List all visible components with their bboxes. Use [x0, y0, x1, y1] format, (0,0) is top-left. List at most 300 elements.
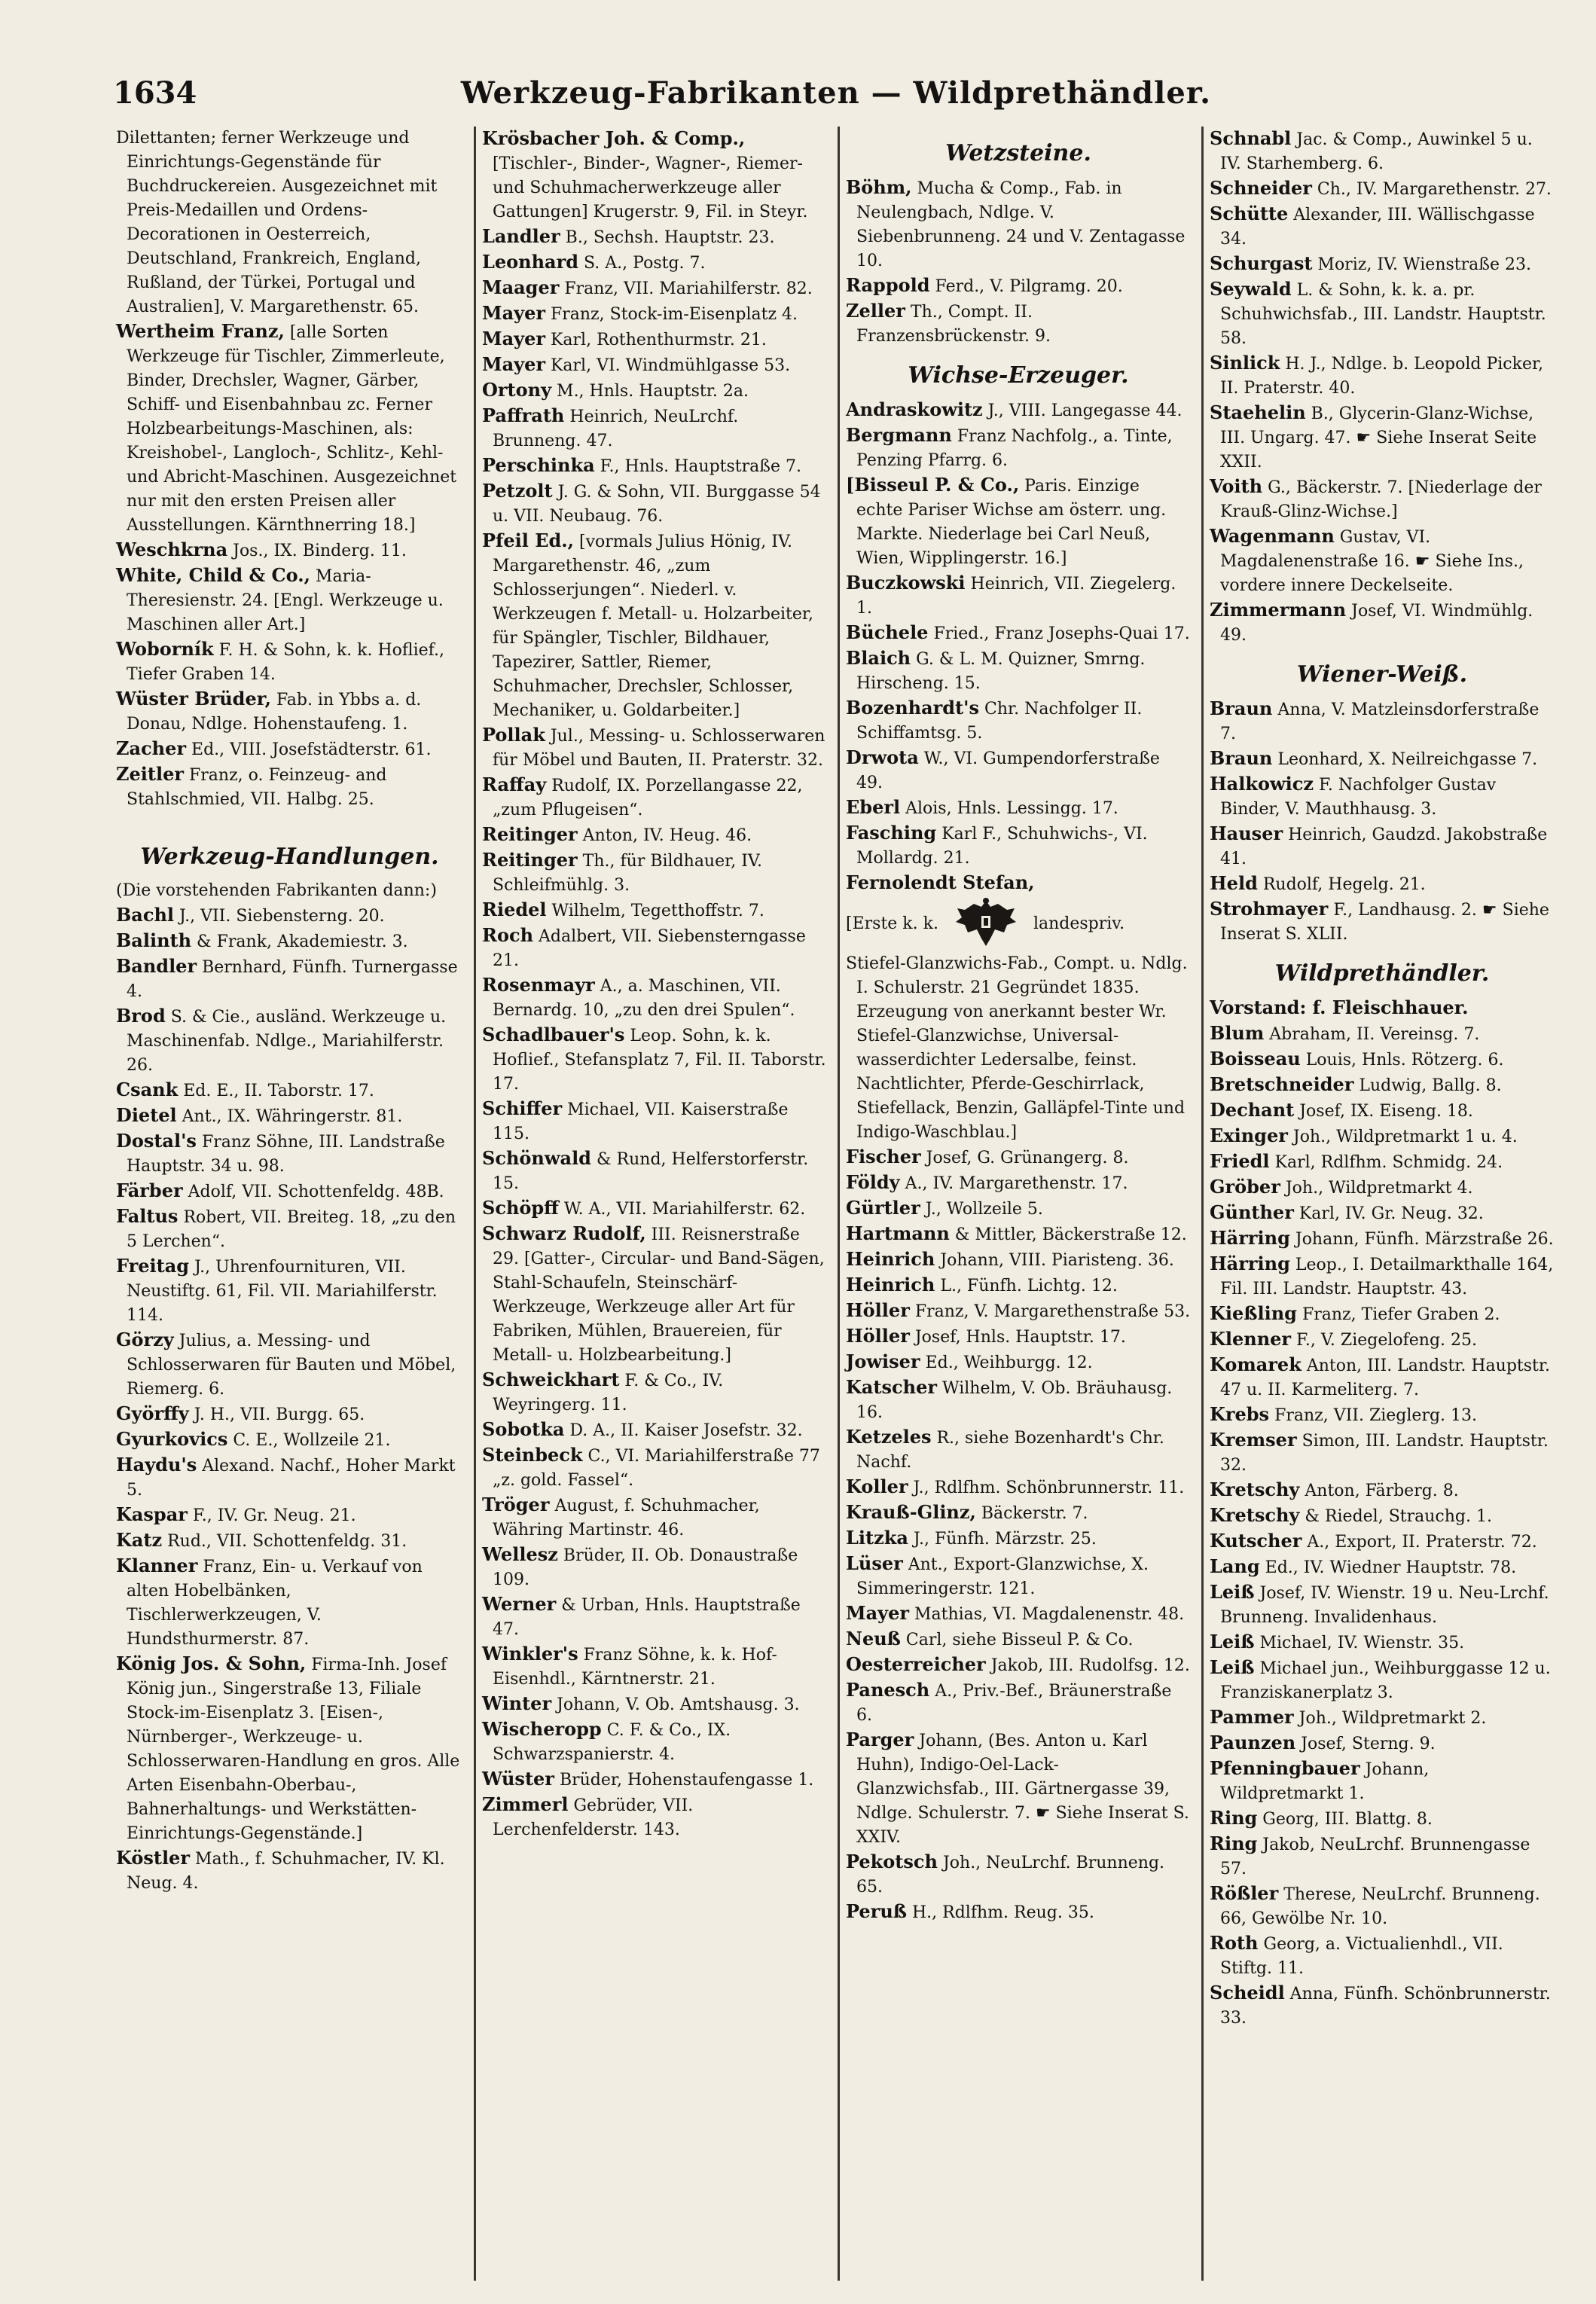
directory-entry — [1210, 524, 1555, 598]
entry-details: Karl, Rothenthurmstr. 21. — [545, 331, 767, 349]
directory-entry — [846, 299, 1191, 349]
directory-entry — [1210, 746, 1555, 772]
directory-entry — [116, 1179, 463, 1204]
entry-details: H. J., Ndlge. b. Leopold Picker, II. Praterstr. 40. — [1220, 355, 1544, 398]
entry-details: R., siehe Bozenhardt's Chr. Nachf. — [856, 1429, 1164, 1472]
entry-name: Sobotka — [482, 1418, 565, 1440]
entry-details: & Frank, Akademiestr. 3. — [191, 932, 408, 951]
entry-details: J., Uhrenfournituren, VII. Neustiftg. 61, Fil. VII. Mariahilferstr. 114. — [127, 1258, 438, 1325]
entry-name: [Bisseul P. & Co., — [846, 474, 1020, 496]
entry-name: Parger — [846, 1729, 914, 1750]
entry-name: Blum — [1210, 1022, 1265, 1044]
entry-name: Haydu's — [116, 1454, 197, 1475]
page-header — [113, 72, 1559, 117]
entry-name: Schöpff — [482, 1197, 559, 1219]
entry-name: Rößler — [1210, 1882, 1279, 1904]
section-note: (Die vorstehenden Fabrikanten dann:) — [116, 881, 437, 900]
entry-details: Leonhard, X. Neilreichgasse 7. — [1272, 750, 1538, 769]
entry-details: Karl, VI. Windmühlgasse 53. — [545, 356, 791, 375]
entry-details: Alois, Hnls. Lessingg. 17. — [900, 799, 1118, 818]
directory-entry — [846, 423, 1191, 473]
entry-details: Leop. Sohn, k. k. Hoflief., Stefansplatz 7, Fil. II. Taborstr. 17. — [493, 1027, 826, 1094]
directory-entry — [116, 1004, 463, 1078]
advert-name — [846, 871, 1191, 896]
entry-details: F. H. & Sohn, k. k. Hoflief., Tiefer Graben 14. — [127, 641, 444, 684]
directory-entry — [1210, 1047, 1555, 1073]
directory-entry — [116, 319, 463, 538]
directory-entry — [482, 723, 827, 773]
directory-entry — [482, 1493, 827, 1543]
directory-entry — [846, 1652, 1191, 1678]
entry-name: Bergmann — [846, 424, 952, 446]
column-3 — [838, 127, 1197, 2281]
directory-entry — [482, 1222, 827, 1368]
entry-details: B., Sechsh. Hauptstr. 23. — [560, 228, 775, 247]
entry-name: Steinbeck — [482, 1444, 583, 1466]
entry-details: J., VII. Siebensterng. 20. — [174, 907, 385, 926]
entry-details: Josef, IX. Eiseng. 18. — [1294, 1102, 1473, 1121]
entry-details: L., Fünfh. Lichtg. 12. — [935, 1277, 1118, 1295]
column-4 — [1201, 127, 1561, 2281]
entry-details: Josef, IV. Wienstr. 19 u. Neu-Lrchf. Brunneng. Invalidenhaus. — [1220, 1584, 1549, 1627]
entry-details: A., IV. Margarethenstr. 17. — [899, 1174, 1128, 1193]
entry-details: S. A., Postg. 7. — [578, 254, 706, 273]
directory-entry — [1210, 1555, 1555, 1580]
directory-entry — [1210, 1478, 1555, 1503]
entry-details: C., VI. Mariahilferstraße 77 „z. gold. Fassel“. — [493, 1447, 820, 1490]
directory-entry — [482, 1368, 827, 1417]
entry-details: Heinrich, Gaudzd. Jakobstraße 41. — [1220, 825, 1548, 868]
entry-name: Kaspar — [116, 1503, 188, 1525]
directory-entry — [846, 1196, 1191, 1222]
entry-details: J. G. & Sohn, VII. Burggasse 54 u. VII. Neubaug. 76. — [493, 483, 821, 526]
entry-name: Schiffer — [482, 1097, 563, 1119]
directory-entry — [1210, 277, 1555, 351]
entry-list — [116, 903, 463, 1896]
entry-name: Klenner — [1210, 1328, 1292, 1350]
directory-entry — [482, 1767, 827, 1793]
directory-entry — [116, 762, 463, 812]
entry-details: Franz, Stock-im-Eisenplatz 4. — [545, 305, 798, 324]
entry-details: Mathias, VI. Magdalenenstr. 48. — [908, 1605, 1185, 1624]
directory-entry — [846, 621, 1191, 646]
entry-name: Heinrich — [846, 1248, 935, 1270]
entry-name: Exinger — [1210, 1125, 1288, 1146]
entry-name: Zeller — [846, 300, 905, 322]
entry-name: Ring — [1210, 1833, 1258, 1854]
directory-entry — [1210, 1503, 1555, 1529]
directory-entry — [846, 1425, 1191, 1475]
entry-details: Joh., Wildpretmarkt 1 u. 4. — [1287, 1128, 1518, 1146]
entry-name: Sinlick — [1210, 352, 1280, 374]
directory-entry — [482, 404, 827, 453]
entry-details: G. & L. M. Quizner, Smrng. Hirscheng. 15. — [856, 650, 1146, 693]
directory-entry — [1210, 1529, 1555, 1555]
entry-name: Oesterreicher — [846, 1653, 986, 1675]
entry-details: H., Rdlfhm. Reug. 35. — [907, 1903, 1094, 1922]
entry-name: Koller — [846, 1475, 908, 1497]
entry-details: Anna, V. Matzleinsdorferstraße 7. — [1220, 700, 1540, 743]
entry-details: [alle Sorten Werkzeuge für Tischler, Zimmerleute, Binder, Drechsler, Wagner, Gärber, Schiff- und Eisenbahnbau zc. Ferner Holzbearbeitungs-Maschinen, als: Kreishobel-, Langloch-, Schlitz-, Kehl- und Abricht-Maschinen. Ausgezeichnet nur mit den ersten Preisen aller Ausstellungen. Kärnthnerring 18.] — [127, 323, 457, 535]
directory-entry — [1210, 1705, 1555, 1731]
directory-entry — [482, 773, 827, 822]
directory-entry — [482, 127, 827, 224]
entry-name: Neuß — [846, 1628, 901, 1649]
entry-name: Maager — [482, 276, 560, 298]
entry-name: Schadlbauer's — [482, 1024, 625, 1045]
entry-details: Ed., IV. Wiedner Hauptstr. 78. — [1259, 1558, 1517, 1577]
directory-entry — [116, 1103, 463, 1129]
entry-list — [846, 1145, 1191, 1925]
directory-entry — [1210, 1428, 1555, 1478]
entry-details: Johann, (Bes. Anton u. Karl Huhn), Indigo-Oel-Lack-Glanzwichsfab., III. Gärtnergasse 39, Ndlge. Schulerstr. 7. ☛ Siehe Inserat S. XXIV. — [856, 1732, 1189, 1847]
directory-entry — [1210, 871, 1555, 897]
directory-entry — [1210, 822, 1555, 871]
directory-entry — [1210, 252, 1555, 277]
directory-entry — [482, 1642, 827, 1692]
entry-name: Klanner — [116, 1555, 198, 1576]
entry-name: Heinrich — [846, 1274, 935, 1295]
directory-entry — [482, 1196, 827, 1222]
entry-name: Jowiser — [846, 1350, 920, 1372]
entry-name: Freitag — [116, 1255, 190, 1277]
entry-details: Johann, VIII. Piaristeng. 36. — [935, 1251, 1174, 1270]
entry-details: Louis, Hnls. Rötzerg. 6. — [1300, 1051, 1504, 1070]
entry-name: Petzolt — [482, 480, 553, 502]
directory-entry — [1210, 176, 1555, 202]
directory-entry — [482, 923, 827, 973]
directory-entry — [116, 563, 463, 637]
entry-details: Anton, IV. Heug. 46. — [577, 826, 752, 845]
directory-entry — [1210, 1353, 1555, 1402]
entry-name: Scheidl — [1210, 1982, 1285, 2003]
advert-post: landespriv. — [1033, 914, 1125, 933]
directory-entry — [116, 1254, 463, 1328]
entry-list — [846, 398, 1191, 871]
directory-entry — [846, 473, 1191, 571]
directory-entry — [846, 1324, 1191, 1350]
entry-name: Pammer — [1210, 1706, 1294, 1728]
entry-details: Rudolf, IX. Porzellangasse 22, „zum Pflugeisen“. — [493, 777, 803, 819]
entry-name: Kretschy — [1210, 1504, 1300, 1526]
entry-details: Joh., NeuLrchf. Brunneng. 65. — [856, 1854, 1165, 1897]
entry-name: Hartmann — [846, 1222, 950, 1244]
entry-details: Josef, VI. Windmühlg. 49. — [1220, 602, 1533, 645]
directory-entry — [1210, 401, 1555, 475]
entry-name: Höller — [846, 1299, 910, 1321]
directory-entry — [846, 1247, 1191, 1273]
entry-name: Woborník — [116, 638, 214, 660]
entry-details: Ed., Weihburgg. 12. — [920, 1353, 1093, 1372]
entry-name: Böhm, — [846, 176, 912, 198]
directory-entry — [846, 1170, 1191, 1196]
entry-name: Ketzeles — [846, 1426, 932, 1448]
entry-details: Franz Söhne, k. k. Hof-Eisenhdl., Kärntnerstr. 21. — [493, 1646, 777, 1689]
entry-name: Friedl — [1210, 1150, 1270, 1172]
entry-details: Johann, Fünfh. Märzstraße 26. — [1289, 1230, 1554, 1249]
entry-name: Hauser — [1210, 822, 1283, 844]
entry-details: Julius, a. Messing- und Schlosserwaren für Bauten und Möbel, Riemerg. 6. — [127, 1332, 456, 1399]
directory-entry — [1210, 1881, 1555, 1931]
entry-details: Jos., IX. Binderg. 11. — [227, 542, 407, 560]
entry-list — [116, 319, 463, 812]
entry-details: Johann, V. Ob. Amtshausg. 3. — [551, 1695, 800, 1714]
directory-entry — [1210, 1201, 1555, 1226]
directory-entry — [482, 1793, 827, 1842]
entry-name: Fischer — [846, 1146, 921, 1167]
directory-entry — [1210, 697, 1555, 746]
directory-entry — [1210, 1327, 1555, 1353]
section-heading: Wildprethändler. — [1274, 960, 1490, 987]
entry-list — [1210, 127, 1555, 648]
entry-details: Jakob, NeuLrchf. Brunnengasse 57. — [1220, 1836, 1530, 1878]
entry-details: Anna, Fünfh. Schönbrunnerstr. 33. — [1220, 1985, 1551, 2028]
entry-details: Heinrich, VII. Ziegelerg. 1. — [856, 575, 1176, 618]
directory-entry — [1210, 1656, 1555, 1705]
entry-details: Robert, VII. Breiteg. 18, „zu den 5 Lerchen“. — [127, 1208, 456, 1251]
directory-entry — [846, 1601, 1191, 1627]
entry-name: Gürtler — [846, 1197, 920, 1219]
directory-entry — [1210, 1175, 1555, 1201]
entry-name: Boisseau — [1210, 1048, 1301, 1070]
entry-name: Schwarz Rudolf, — [482, 1222, 646, 1244]
entry-name: Härring — [1210, 1227, 1290, 1249]
directory-entry — [482, 378, 827, 404]
directory-entry — [1210, 1098, 1555, 1124]
entry-details: & Mittler, Bäckerstraße 12. — [949, 1225, 1187, 1244]
entry-name: Gröber — [1210, 1176, 1280, 1198]
entry-name: Lüser — [846, 1552, 903, 1574]
entry-details: Josef, Sterng. 9. — [1295, 1735, 1436, 1753]
directory-entry — [1210, 1021, 1555, 1047]
entry-name: Lang — [1210, 1555, 1260, 1577]
directory-entry — [482, 898, 827, 923]
entry-name: Andraskowitz — [846, 398, 983, 420]
entry-name: Seywald — [1210, 278, 1292, 300]
directory-entry — [846, 795, 1191, 821]
entry-name: Voith — [1210, 475, 1263, 497]
entry-details: C. E., Wollzeile 21. — [227, 1431, 391, 1450]
entry-name: Zeitler — [116, 763, 185, 785]
entry-name: Komarek — [1210, 1353, 1302, 1375]
directory-entry — [1210, 996, 1555, 1021]
entry-name: Büchele — [846, 621, 929, 643]
entry-name: Halkowicz — [1210, 773, 1314, 795]
entry-name: Staehelin — [1210, 401, 1306, 423]
entry-name: Paunzen — [1210, 1732, 1296, 1753]
entry-details: Brüder, II. Ob. Donaustraße 109. — [493, 1546, 798, 1589]
directory-entry — [482, 453, 827, 479]
entry-name: Reitinger — [482, 823, 578, 845]
directory-entry — [1210, 1226, 1555, 1252]
directory-entry — [116, 1328, 463, 1402]
entry-name: Braun — [1210, 697, 1273, 719]
entry-details: J., Wollzeile 5. — [920, 1200, 1043, 1219]
entry-details: & Rund, Helferstorferstr. 15. — [493, 1150, 809, 1193]
entry-list — [1210, 697, 1555, 947]
entry-name: Schweickhart — [482, 1369, 620, 1390]
directory-entry — [1210, 1402, 1555, 1428]
entry-details: Th., Compt. II. Franzensbrückenstr. 9. — [856, 303, 1051, 346]
entry-details: Johann, Wildpretmarkt 1. — [1220, 1760, 1430, 1803]
entry-name: White, Child & Co., — [116, 564, 310, 586]
entry-name: Krebs — [1210, 1403, 1270, 1425]
entry-details: F., V. Ziegelofeng. 25. — [1291, 1331, 1478, 1350]
entry-details: Josef, Hnls. Hauptstr. 17. — [909, 1328, 1126, 1347]
entry-details: Karl, Rdlfhm. Schmidg. 24. — [1269, 1153, 1503, 1172]
directory-entry — [482, 352, 827, 378]
entry-list — [1210, 996, 1555, 2031]
entry-details: Josef, G. Grünangerg. 8. — [920, 1149, 1129, 1167]
entry-name: Litzka — [846, 1527, 908, 1549]
directory-entry — [846, 1552, 1191, 1601]
entry-name: Leiß — [1210, 1656, 1255, 1678]
entry-name: Faltus — [116, 1205, 179, 1227]
directory-entry — [846, 273, 1191, 299]
directory-entry — [482, 1717, 827, 1767]
directory-entry — [846, 1627, 1191, 1652]
directory-entry — [846, 398, 1191, 423]
entry-name: Rappold — [846, 274, 930, 296]
directory-entry — [482, 973, 827, 1023]
entry-name: Günther — [1210, 1201, 1294, 1223]
entry-details: Fab. in Ybbs a. d. Donau, Ndlge. Hohenstaufeng. 1. — [127, 691, 422, 734]
directory-entry — [1210, 1931, 1555, 1981]
entry-details: [vormals Julius Hönig, IV. Margarethenstr. 46, „zum Schlosserjungen“. Niederl. v. Werkzeugen f. Metall- u. Holzarbeiter, für Spängler, Tischler, Bildhauer, Tapezirer, Sattler, Riemer, Schuhmacher, Drechsler, Schlosser, Mechaniker, u. Goldarbeiter.] — [493, 533, 814, 720]
directory-entry — [846, 1678, 1191, 1728]
entry-name: Wagenmann — [1210, 525, 1335, 547]
directory-entry — [1210, 1756, 1555, 1806]
entry-details: Franz, o. Feinzeug- and Stahlschmied, VII. Halbg. 25. — [127, 766, 387, 809]
entry-name: Roch — [482, 924, 534, 946]
directory-entry — [116, 903, 463, 929]
directory-entry — [116, 1078, 463, 1103]
entry-name: Winter — [482, 1692, 552, 1714]
directory-entry — [116, 954, 463, 1004]
entry-name: Mayer — [482, 302, 545, 324]
entry-name: Ring — [1210, 1807, 1258, 1829]
entry-details: F., IV. Gr. Neug. 21. — [187, 1506, 356, 1525]
entry-name: Bandler — [116, 955, 197, 977]
entry-details: Michael, IV. Wienstr. 35. — [1254, 1634, 1465, 1652]
entry-name: König Jos. & Sohn, — [116, 1652, 307, 1674]
entry-details: [Tischler-, Binder-, Wagner-, Riemer- und Schuhmacherwerkzeuge aller Gattungen] Krugerstr. 9, Fil. in Steyr. — [493, 154, 808, 221]
directory-entry — [1210, 1832, 1555, 1881]
entry-details: Maria-Theresienstr. 24. [Engl. Werkzeuge u. Maschinen aller Art.] — [127, 567, 444, 634]
directory-entry — [1210, 1630, 1555, 1656]
column-1 — [110, 127, 469, 2281]
directory-entry — [116, 538, 463, 563]
entry-name: Buczkowski — [846, 572, 966, 594]
entry-details: Ludwig, Ballg. 8. — [1353, 1076, 1502, 1095]
directory-entry — [116, 1453, 463, 1503]
directory-entry — [482, 1592, 827, 1642]
entry-name: Görzy — [116, 1329, 174, 1350]
directory-entry — [482, 1097, 827, 1146]
entry-details: F. & Co., IV. Weyringerg. 11. — [493, 1372, 724, 1414]
advert-emblem-line — [846, 896, 1191, 952]
entry-list — [846, 175, 1191, 349]
directory-entry — [1210, 1302, 1555, 1327]
entry-details: Ant., IX. Währingerstr. 81. — [176, 1107, 403, 1126]
spacer — [116, 812, 463, 830]
entry-details: A., a. Maschinen, VII. Bernardg. 10, „zu den drei Spulen“. — [493, 977, 795, 1020]
directory-entry — [1210, 202, 1555, 252]
entry-name: Schnabl — [1210, 127, 1292, 149]
entry-name: Vorstand: f. Fleischhauer. — [1210, 996, 1469, 1018]
directory-entry — [482, 276, 827, 301]
entry-name: Ortony — [482, 379, 552, 401]
entry-name: Dietel — [116, 1104, 177, 1126]
directory-entry — [846, 1273, 1191, 1298]
entry-details: Jakob, III. Rudolfsg. 12. — [985, 1656, 1190, 1675]
directory-entry — [1210, 1981, 1555, 2031]
entry-details: J., Rdlfhm. Schönbrunnerstr. 11. — [908, 1479, 1185, 1497]
entry-name: Leiß — [1210, 1581, 1255, 1603]
entry-name: Eberl — [846, 796, 901, 818]
directory-entry — [116, 637, 463, 687]
directory-entry — [846, 1350, 1191, 1375]
directory-entry — [1210, 598, 1555, 648]
entry-details: Michael jun., Weihburggasse 12 u. Franziskanerplatz 3. — [1220, 1659, 1551, 1702]
directory-entry — [482, 529, 827, 723]
advert-body: Stiefel-Glanzwichs-Fab., Compt. u. Ndlg. I. Schulerstr. 21 Gegründet 1835. Erzeugung von anerkannt bester Wr. Stiefel-Glanzwichse, Universal-wasserdichter Ledersalbe, feinst. Nachtlichter, Pferde-Geschirrlack, Stiefellack, Benzin, Galläpfel-Tinte und Indigo-Waschblau.] — [846, 954, 1188, 1142]
entry-details: Chr. Nachfolger II. Schiffamtsg. 5. — [856, 700, 1143, 743]
entry-name: Mayer — [846, 1602, 909, 1624]
entry-details: D. A., II. Kaiser Josefstr. 32. — [564, 1421, 803, 1440]
directory-entry — [846, 1728, 1191, 1850]
entry-name: Härring — [1210, 1253, 1290, 1274]
entry-details: Franz Söhne, III. Landstraße Hauptstr. 34 u. 98. — [127, 1133, 445, 1176]
entry-name: Györffy — [116, 1402, 189, 1424]
page-number: 1634 — [113, 75, 197, 111]
directory-entry — [1210, 897, 1555, 947]
directory-entry — [116, 737, 463, 762]
entry-name: Kremser — [1210, 1429, 1297, 1451]
entry-name: Riedel — [482, 899, 547, 920]
entry-name: Zimmerl — [482, 1793, 569, 1815]
entry-name: Krösbacher Joh. & Comp., — [482, 127, 746, 149]
entry-details: Adolf, VII. Schottenfeldg. 48B. — [182, 1183, 444, 1201]
directory-entry — [482, 327, 827, 352]
entry-name: Balinth — [116, 929, 192, 951]
directory-entry — [1210, 1580, 1555, 1630]
directory-entry — [1210, 1124, 1555, 1149]
entry-list — [482, 127, 827, 1842]
entry-details: Franz Nachfolg., a. Tinte, Penzing Pfarrg. 6. — [856, 427, 1173, 470]
directory-entry — [1210, 475, 1555, 524]
directory-entry — [1210, 1731, 1555, 1756]
entry-details: B., Glycerin-Glanz-Wichse, III. Ungarg. 47. ☛ Siehe Inserat Seite XXII. — [1220, 404, 1537, 471]
directory-entry — [846, 1145, 1191, 1170]
directory-entry — [846, 746, 1191, 795]
entry-details: S. & Cie., ausländ. Werkzeuge u. Maschinenfab. Ndlge., Mariahilferstr. 26. — [127, 1008, 447, 1075]
entry-name: Krauß-Glinz, — [846, 1501, 976, 1523]
entry-name: Bozenhardt's — [846, 697, 980, 719]
entry-name: Földy — [846, 1171, 900, 1193]
entry-details: Franz, V. Margarethenstraße 53. — [909, 1302, 1191, 1321]
section-heading: Wiener-Weiß. — [1296, 661, 1468, 688]
directory-entry — [846, 571, 1191, 621]
directory-entry — [116, 1554, 463, 1652]
directory-entry — [846, 1298, 1191, 1324]
directory-entry — [482, 848, 827, 898]
entry-details: Adalbert, VII. Siebensterngasse 21. — [493, 927, 806, 970]
entry-name: Csank — [116, 1079, 179, 1100]
entry-name: Zacher — [116, 737, 187, 759]
entry-name: Perschinka — [482, 454, 595, 476]
directory-entry — [482, 1417, 827, 1443]
